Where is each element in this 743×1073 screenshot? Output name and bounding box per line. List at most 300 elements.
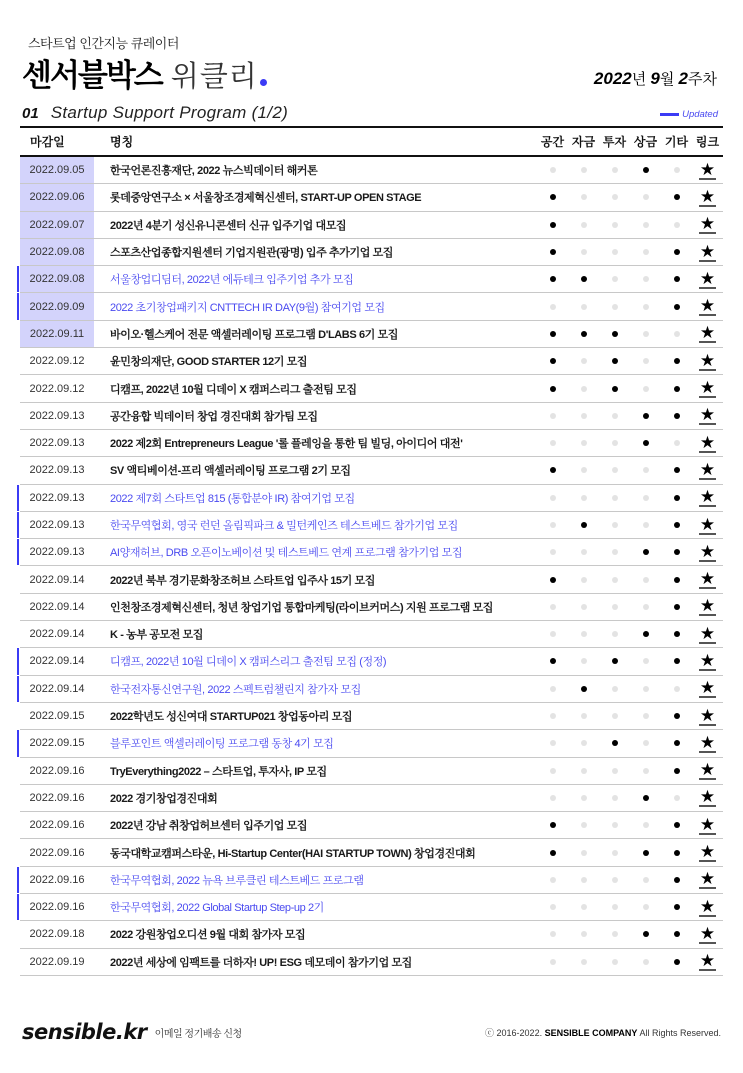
cat-prize xyxy=(630,740,661,746)
star-link-icon[interactable]: ★ xyxy=(699,541,716,561)
issue-year: 2022 xyxy=(593,69,632,88)
link-button[interactable] xyxy=(692,215,723,234)
link-button[interactable] xyxy=(692,543,723,562)
star-link-icon[interactable]: ★ xyxy=(699,268,716,288)
link-button[interactable] xyxy=(692,816,723,835)
cat-etc xyxy=(661,304,692,310)
table-row xyxy=(20,730,723,757)
empty-dot-icon xyxy=(581,467,587,473)
filled-dot-icon xyxy=(674,495,680,501)
row-date: 2022.09.13 xyxy=(29,546,85,559)
header-investment: 투자 xyxy=(602,135,627,149)
empty-dot-icon xyxy=(674,222,680,228)
cat-prize xyxy=(630,959,661,965)
row-name: 한국무역협회, 2022 뉴욕 브루클린 테스트베드 프로그램 xyxy=(110,874,364,887)
program-table xyxy=(20,126,723,976)
empty-dot-icon xyxy=(612,194,618,200)
row-date: 2022.09.16 xyxy=(29,873,85,886)
cat-funding xyxy=(568,440,599,446)
brand-light: 위클리 xyxy=(170,59,258,93)
cat-space xyxy=(537,931,568,937)
filled-dot-icon xyxy=(612,740,618,746)
row-name: 2022년 4분기 성신유니콘센터 신규 입주기업 대모집 xyxy=(110,219,347,232)
cat-funding xyxy=(568,658,599,664)
link-button[interactable] xyxy=(692,952,723,971)
empty-dot-icon xyxy=(550,959,556,965)
star-link-icon[interactable]: ★ xyxy=(699,432,716,452)
row-name: 한국무역협회, 영국 런던 올림픽파크 & 밀턴케인즈 테스트베드 참가기업 모집 xyxy=(110,520,458,532)
cat-etc xyxy=(661,358,692,364)
star-link-icon[interactable]: ★ xyxy=(699,241,716,261)
filled-dot-icon xyxy=(550,276,556,282)
star-link-icon[interactable]: ★ xyxy=(699,814,716,834)
link-button[interactable] xyxy=(692,488,723,507)
cat-funding xyxy=(568,276,599,282)
cat-space xyxy=(537,740,568,746)
star-link-icon[interactable]: ★ xyxy=(699,487,716,507)
cat-funding xyxy=(568,795,599,801)
header-link: 링크 xyxy=(695,135,720,149)
star-link-icon[interactable]: ★ xyxy=(699,569,716,589)
cat-prize xyxy=(630,167,661,173)
cat-space xyxy=(537,358,568,364)
cat-investment xyxy=(599,467,630,473)
link-button[interactable] xyxy=(692,270,723,289)
empty-dot-icon xyxy=(643,877,649,883)
row-name: 2022년 강남 취창업허브센터 입주기업 모집 xyxy=(110,820,308,833)
empty-dot-icon xyxy=(612,276,618,282)
filled-dot-icon xyxy=(643,631,649,637)
filled-dot-icon xyxy=(674,904,680,910)
cat-prize xyxy=(630,604,661,610)
cat-space xyxy=(537,331,568,337)
cat-prize xyxy=(630,386,661,392)
filled-dot-icon xyxy=(674,740,680,746)
empty-dot-icon xyxy=(581,795,587,801)
row-name: 2022 경기창업경진대회 xyxy=(110,792,218,805)
table-row xyxy=(20,539,723,566)
cat-funding xyxy=(568,904,599,910)
star-link-icon[interactable]: ★ xyxy=(699,787,716,807)
empty-dot-icon xyxy=(612,768,618,774)
row-name: 2022년 북부 경기문화창조허브 스타트업 입주사 15기 모집 xyxy=(110,574,375,587)
link-button[interactable] xyxy=(692,161,723,180)
cat-prize xyxy=(630,249,661,255)
table-header xyxy=(20,128,723,157)
filled-dot-icon xyxy=(550,222,556,228)
cat-prize xyxy=(630,931,661,937)
cat-investment xyxy=(599,631,630,637)
cat-investment xyxy=(599,604,630,610)
issue-label xyxy=(594,68,717,89)
row-name: 서울창업디딤터, 2022년 에듀테크 입주기업 추가 모집 xyxy=(110,274,354,287)
link-button[interactable] xyxy=(692,734,723,753)
row-date: 2022.09.19 xyxy=(29,955,85,968)
empty-dot-icon xyxy=(643,249,649,255)
footer xyxy=(22,1020,721,1044)
cat-prize xyxy=(630,413,661,419)
filled-dot-icon xyxy=(643,549,649,555)
empty-dot-icon xyxy=(581,495,587,501)
link-button[interactable] xyxy=(692,434,723,453)
cat-investment xyxy=(599,713,630,719)
star-link-icon[interactable]: ★ xyxy=(699,623,716,643)
cat-space xyxy=(537,549,568,555)
filled-dot-icon xyxy=(674,959,680,965)
row-date: 2022.09.14 xyxy=(29,682,85,695)
star-link-icon[interactable]: ★ xyxy=(699,159,716,179)
cat-funding xyxy=(568,604,599,610)
star-link-icon[interactable]: ★ xyxy=(699,896,716,916)
cat-etc xyxy=(661,440,692,446)
row-date: 2022.09.15 xyxy=(29,737,85,750)
cat-investment xyxy=(599,822,630,828)
empty-dot-icon xyxy=(581,194,587,200)
empty-dot-icon xyxy=(612,686,618,692)
cat-investment xyxy=(599,740,630,746)
cat-investment xyxy=(599,222,630,228)
link-button[interactable] xyxy=(692,625,723,644)
empty-dot-icon xyxy=(581,822,587,828)
link-button[interactable] xyxy=(692,297,723,316)
cat-prize xyxy=(630,822,661,828)
table-row xyxy=(20,157,723,184)
cat-investment xyxy=(599,304,630,310)
cat-funding xyxy=(568,822,599,828)
filled-dot-icon xyxy=(550,358,556,364)
filled-dot-icon xyxy=(612,658,618,664)
row-date: 2022.09.16 xyxy=(29,846,85,859)
cat-investment xyxy=(599,440,630,446)
row-date: 2022.09.18 xyxy=(29,928,85,941)
row-name: 스포츠산업종합지원센터 기업지원관(광명) 입주 추가기업 모집 xyxy=(110,247,394,260)
star-link-icon[interactable]: ★ xyxy=(699,923,716,943)
cat-space xyxy=(537,522,568,528)
cat-prize xyxy=(630,222,661,228)
empty-dot-icon xyxy=(612,467,618,473)
empty-dot-icon xyxy=(612,631,618,637)
cat-investment xyxy=(599,413,630,419)
brand-dot-icon xyxy=(260,79,267,86)
empty-dot-icon xyxy=(674,795,680,801)
star-link-icon[interactable]: ★ xyxy=(699,405,716,425)
empty-dot-icon xyxy=(581,440,587,446)
link-button[interactable] xyxy=(692,352,723,371)
empty-dot-icon xyxy=(643,904,649,910)
cat-investment xyxy=(599,194,630,200)
cat-investment xyxy=(599,249,630,255)
link-button[interactable] xyxy=(692,570,723,589)
cat-etc xyxy=(661,549,692,555)
empty-dot-icon xyxy=(643,386,649,392)
table-row xyxy=(20,785,723,812)
cat-etc xyxy=(661,194,692,200)
row-name: 2022년 세상에 임팩트를 더하자! UP! ESG 데모데이 참가기업 모집 xyxy=(110,956,412,969)
empty-dot-icon xyxy=(643,959,649,965)
cat-prize xyxy=(630,194,661,200)
star-link-icon[interactable]: ★ xyxy=(699,842,716,862)
link-button[interactable] xyxy=(692,707,723,726)
row-date: 2022.09.08 xyxy=(20,266,94,292)
table-row xyxy=(20,512,723,539)
cat-prize xyxy=(630,331,661,337)
filled-dot-icon xyxy=(674,522,680,528)
empty-dot-icon xyxy=(674,686,680,692)
cat-etc xyxy=(661,713,692,719)
cat-investment xyxy=(599,850,630,856)
filled-dot-icon xyxy=(643,795,649,801)
cat-etc xyxy=(661,631,692,637)
cat-space xyxy=(537,167,568,173)
cat-investment xyxy=(599,959,630,965)
table-row xyxy=(20,348,723,375)
cat-funding xyxy=(568,686,599,692)
row-name: K - 농부 공모전 모집 xyxy=(110,629,204,642)
cat-space xyxy=(537,249,568,255)
empty-dot-icon xyxy=(674,440,680,446)
row-name: 한국무역협회, 2022 Global Startup Step-up 2기 xyxy=(110,902,324,915)
empty-dot-icon xyxy=(581,631,587,637)
empty-dot-icon xyxy=(550,931,556,937)
filled-dot-icon xyxy=(643,850,649,856)
star-link-icon[interactable]: ★ xyxy=(699,186,716,206)
cat-etc xyxy=(661,222,692,228)
star-link-icon[interactable]: ★ xyxy=(699,678,716,698)
filled-dot-icon xyxy=(674,413,680,419)
table-row xyxy=(20,676,723,703)
empty-dot-icon xyxy=(612,222,618,228)
star-link-icon[interactable]: ★ xyxy=(699,869,716,889)
table-row xyxy=(20,430,723,457)
table-row xyxy=(20,594,723,621)
row-date: 2022.09.08 xyxy=(20,239,94,265)
star-link-icon[interactable]: ★ xyxy=(699,732,716,752)
cat-prize xyxy=(630,495,661,501)
cat-etc xyxy=(661,522,692,528)
table-row xyxy=(20,703,723,730)
star-link-icon[interactable]: ★ xyxy=(699,378,716,398)
cat-funding xyxy=(568,222,599,228)
cat-funding xyxy=(568,331,599,337)
filled-dot-icon xyxy=(550,822,556,828)
empty-dot-icon xyxy=(581,658,587,664)
empty-dot-icon xyxy=(550,904,556,910)
row-name: 2022 제2회 Entrepreneurs League '롤 플레잉을 통한 팀 빌딩, 아이디어 대전' xyxy=(110,438,463,451)
cat-etc xyxy=(661,167,692,173)
filled-dot-icon xyxy=(643,167,649,173)
empty-dot-icon xyxy=(643,658,649,664)
cat-funding xyxy=(568,631,599,637)
empty-dot-icon xyxy=(612,413,618,419)
star-link-icon[interactable]: ★ xyxy=(699,214,716,234)
filled-dot-icon xyxy=(581,686,587,692)
cat-etc xyxy=(661,795,692,801)
empty-dot-icon xyxy=(612,549,618,555)
filled-dot-icon xyxy=(612,358,618,364)
link-button[interactable] xyxy=(692,652,723,671)
empty-dot-icon xyxy=(643,604,649,610)
cat-space xyxy=(537,194,568,200)
empty-dot-icon xyxy=(643,768,649,774)
cat-space xyxy=(537,440,568,446)
cat-etc xyxy=(661,686,692,692)
link-button[interactable] xyxy=(692,870,723,889)
cat-funding xyxy=(568,931,599,937)
cat-prize xyxy=(630,850,661,856)
cat-prize xyxy=(630,795,661,801)
empty-dot-icon xyxy=(643,358,649,364)
table-row xyxy=(20,812,723,839)
table-row xyxy=(20,293,723,320)
link-button[interactable] xyxy=(692,243,723,262)
cat-etc xyxy=(661,413,692,419)
cat-investment xyxy=(599,549,630,555)
link-button[interactable] xyxy=(692,379,723,398)
row-name: 블루포인트 액셀러레이팅 프로그램 동창 4기 모집 xyxy=(110,738,334,751)
link-button[interactable] xyxy=(692,461,723,480)
star-link-icon[interactable]: ★ xyxy=(699,650,716,670)
cat-prize xyxy=(630,686,661,692)
cat-prize xyxy=(630,577,661,583)
star-link-icon[interactable]: ★ xyxy=(699,296,716,316)
table-row xyxy=(20,321,723,348)
star-link-icon[interactable]: ★ xyxy=(699,951,716,971)
link-button[interactable] xyxy=(692,406,723,425)
empty-dot-icon xyxy=(581,549,587,555)
cat-space xyxy=(537,495,568,501)
empty-dot-icon xyxy=(674,331,680,337)
link-button[interactable] xyxy=(692,761,723,780)
empty-dot-icon xyxy=(643,222,649,228)
row-name: 동국대학교캠퍼스타운, Hi-Startup Center(HAI STARTUP TOWN) 창업경진대회 xyxy=(110,847,476,860)
star-link-icon[interactable]: ★ xyxy=(699,459,716,479)
cat-prize xyxy=(630,549,661,555)
link-button[interactable] xyxy=(692,843,723,862)
cat-prize xyxy=(630,276,661,282)
cat-investment xyxy=(599,522,630,528)
link-button[interactable] xyxy=(692,516,723,535)
table-row xyxy=(20,648,723,675)
row-date: 2022.09.13 xyxy=(29,519,85,531)
row-name: AI양재허브, DRB 오픈이노베이션 및 테스트베드 연계 프로그램 참가기업 모집 xyxy=(110,547,463,560)
empty-dot-icon xyxy=(550,795,556,801)
row-name: TryEverything2022 – 스타트업, 투자사, IP 모집 xyxy=(110,765,327,778)
table-row xyxy=(20,566,723,593)
cat-space xyxy=(537,877,568,883)
cat-funding xyxy=(568,877,599,883)
star-link-icon[interactable]: ★ xyxy=(699,514,716,534)
filled-dot-icon xyxy=(674,276,680,282)
link-button[interactable] xyxy=(692,788,723,807)
footer-logo[interactable]: sensible.kr xyxy=(22,1020,147,1044)
empty-dot-icon xyxy=(643,467,649,473)
empty-dot-icon xyxy=(550,604,556,610)
row-name: 디캠프, 2022년 10월 디데이 X 캠퍼스리그 출전팀 모집 xyxy=(110,383,357,396)
copyright xyxy=(485,1026,721,1039)
cat-funding xyxy=(568,194,599,200)
cat-funding xyxy=(568,577,599,583)
row-date: 2022.09.13 xyxy=(29,464,85,477)
empty-dot-icon xyxy=(550,768,556,774)
row-name: 2022 강원창업오디션 9월 대회 참가자 모집 xyxy=(110,929,306,942)
cat-space xyxy=(537,795,568,801)
link-button[interactable] xyxy=(692,898,723,917)
cat-space xyxy=(537,386,568,392)
copyright-year: ⓒ 2016-2022. xyxy=(485,1027,543,1038)
empty-dot-icon xyxy=(612,795,618,801)
row-name: 한국언론진흥재단, 2022 뉴스빅데이터 해커톤 xyxy=(110,165,318,178)
star-link-icon[interactable]: ★ xyxy=(699,323,716,343)
cat-investment xyxy=(599,331,630,337)
cat-space xyxy=(537,304,568,310)
link-button[interactable] xyxy=(692,925,723,944)
cat-investment xyxy=(599,386,630,392)
empty-dot-icon xyxy=(643,331,649,337)
row-date: 2022.09.09 xyxy=(20,293,94,319)
link-button[interactable] xyxy=(692,679,723,698)
cat-space xyxy=(537,467,568,473)
row-name: 2022학년도 성신여대 STARTUP021 창업동아리 모집 xyxy=(110,711,353,724)
cat-investment xyxy=(599,686,630,692)
cat-funding xyxy=(568,713,599,719)
cat-investment xyxy=(599,795,630,801)
cat-etc xyxy=(661,740,692,746)
star-link-icon[interactable]: ★ xyxy=(699,705,716,725)
table-row xyxy=(20,375,723,402)
row-date: 2022.09.12 xyxy=(29,382,85,395)
empty-dot-icon xyxy=(550,631,556,637)
header-space: 공간 xyxy=(540,135,565,149)
filled-dot-icon xyxy=(643,413,649,419)
empty-dot-icon xyxy=(581,850,587,856)
empty-dot-icon xyxy=(612,249,618,255)
empty-dot-icon xyxy=(643,522,649,528)
header-funding: 자금 xyxy=(571,135,596,149)
cat-funding xyxy=(568,850,599,856)
row-name: 인천창조경제혁신센터, 청년 창업기업 통합마케팅(라이브커머스) 지원 프로그램 모집 xyxy=(110,601,494,614)
cat-etc xyxy=(661,467,692,473)
cat-funding xyxy=(568,959,599,965)
empty-dot-icon xyxy=(581,304,587,310)
link-button[interactable] xyxy=(692,188,723,207)
row-date: 2022.09.13 xyxy=(29,491,85,504)
empty-dot-icon xyxy=(550,686,556,692)
star-link-icon[interactable]: ★ xyxy=(699,760,716,780)
issue-week: 2 xyxy=(678,69,689,88)
updated-legend xyxy=(660,109,718,120)
section-heading xyxy=(22,103,288,123)
table-row xyxy=(20,949,723,976)
link-button[interactable] xyxy=(692,324,723,343)
table-row xyxy=(20,403,723,430)
filled-dot-icon xyxy=(550,386,556,392)
row-date: 2022.09.13 xyxy=(29,437,85,450)
cat-prize xyxy=(630,904,661,910)
cat-space xyxy=(537,604,568,610)
cat-etc xyxy=(661,495,692,501)
cat-space xyxy=(537,686,568,692)
star-link-icon[interactable]: ★ xyxy=(699,350,716,370)
cat-etc xyxy=(661,386,692,392)
empty-dot-icon xyxy=(643,276,649,282)
filled-dot-icon xyxy=(550,331,556,337)
empty-dot-icon xyxy=(612,850,618,856)
cat-investment xyxy=(599,658,630,664)
link-button[interactable] xyxy=(692,597,723,616)
filled-dot-icon xyxy=(550,577,556,583)
star-link-icon[interactable]: ★ xyxy=(699,596,716,616)
subscribe-link[interactable]: 이메일 정기배송 신청 xyxy=(154,1028,242,1040)
